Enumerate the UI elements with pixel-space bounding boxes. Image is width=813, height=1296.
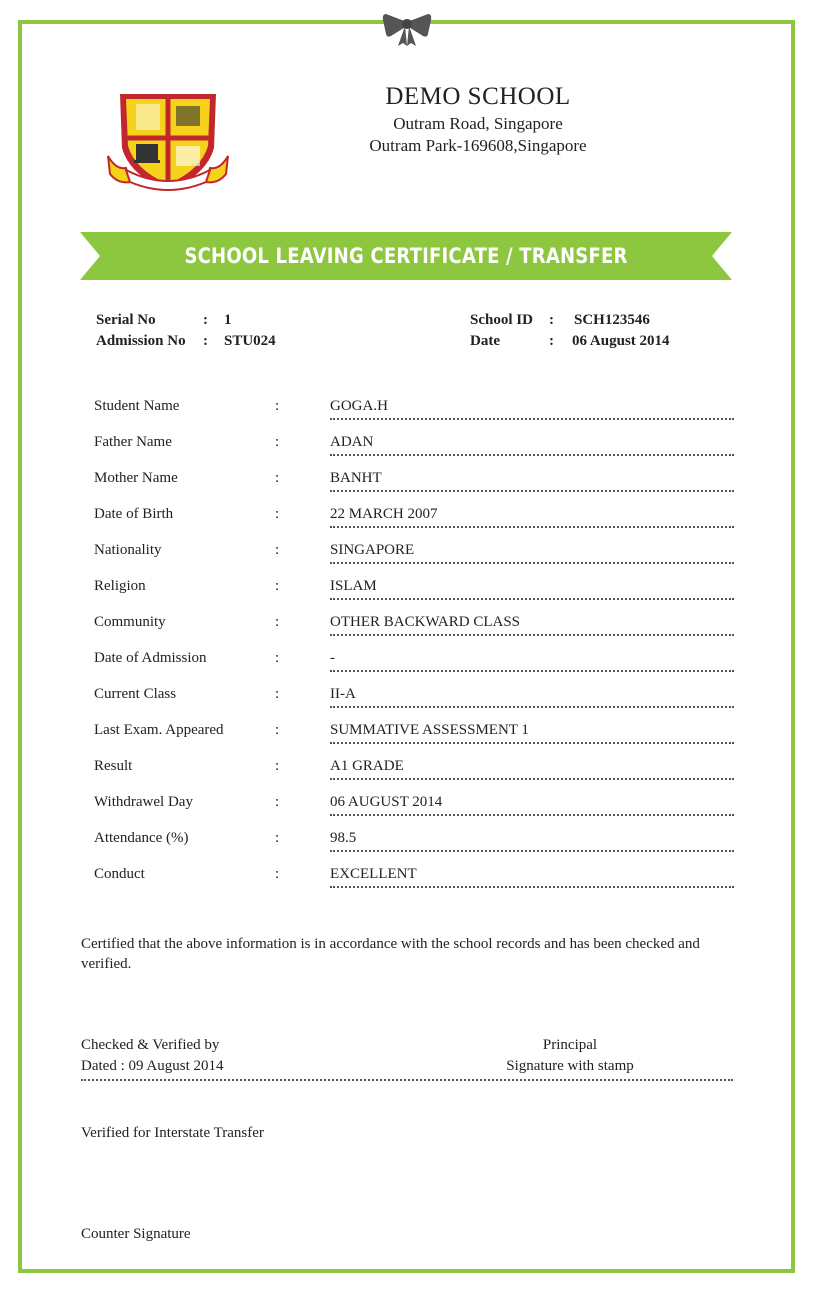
- field-colon: :: [275, 830, 280, 846]
- field-label: Current Class: [94, 686, 177, 702]
- serial-label: Serial No: [96, 312, 156, 328]
- field-value: -: [330, 650, 335, 666]
- school-name: DEMO SCHOOL: [385, 83, 571, 110]
- field-label: Community: [94, 614, 166, 630]
- field-label: Religion: [94, 578, 146, 594]
- dotted-line: [330, 634, 734, 636]
- field-row: [94, 718, 734, 754]
- checked-verified-label: Checked & Verified by: [81, 1037, 220, 1053]
- school-id-colon: :: [549, 312, 554, 328]
- field-label: Conduct: [94, 866, 145, 882]
- bow-icon: [380, 12, 434, 48]
- certification-statement: Certified that the above information is in accordance with the school records and has been checked and verified.: [81, 936, 700, 972]
- serial-colon: :: [203, 312, 208, 328]
- counter-signature-label: Counter Signature: [81, 1226, 191, 1242]
- field-label: Nationality: [94, 542, 162, 558]
- field-label: Mother Name: [94, 470, 178, 486]
- dotted-line: [330, 814, 734, 816]
- field-value: II-A: [330, 686, 356, 702]
- admission-colon: :: [203, 333, 208, 349]
- field-colon: :: [275, 434, 280, 450]
- field-label: Result: [94, 758, 133, 774]
- field-value: 06 AUGUST 2014: [330, 794, 443, 810]
- dotted-line: [330, 850, 734, 852]
- field-row: [94, 502, 734, 538]
- school-id-value: SCH123546: [574, 312, 650, 328]
- field-colon: :: [275, 722, 280, 738]
- field-value: SINGAPORE: [330, 542, 415, 558]
- field-colon: :: [275, 614, 280, 630]
- dated-text: Dated : 09 August 2014: [81, 1058, 224, 1074]
- dotted-line: [330, 742, 734, 744]
- title-banner: [80, 232, 732, 316]
- field-row: [94, 394, 734, 430]
- student-details: [94, 394, 734, 898]
- field-row: [94, 610, 734, 646]
- field-label: Date of Admission: [94, 650, 207, 666]
- field-row: [94, 466, 734, 502]
- field-value: GOGA.H: [330, 398, 388, 414]
- principal-label: Principal: [542, 1037, 598, 1053]
- field-row: [94, 826, 734, 862]
- field-row: [94, 682, 734, 718]
- dotted-line: [330, 670, 734, 672]
- field-row: [94, 646, 734, 682]
- field-label: Last Exam. Appeared: [94, 722, 224, 738]
- field-value: SUMMATIVE ASSESSMENT 1: [330, 722, 529, 738]
- field-row: [94, 430, 734, 466]
- field-value: ISLAM: [330, 578, 377, 594]
- field-colon: :: [275, 866, 280, 882]
- field-colon: :: [275, 398, 280, 414]
- field-value: EXCELLENT: [330, 866, 417, 882]
- dotted-line: [330, 490, 734, 492]
- dotted-line: [330, 454, 734, 456]
- dotted-line: [330, 886, 734, 888]
- date-label: Date: [470, 333, 500, 349]
- field-value: 98.5: [330, 830, 357, 846]
- field-row: [94, 574, 734, 610]
- field-value: ADAN: [330, 434, 374, 450]
- field-value: BANHT: [330, 470, 382, 486]
- field-label: Withdrawel Day: [94, 794, 193, 810]
- field-label: Attendance (%): [94, 830, 189, 846]
- field-colon: :: [275, 578, 280, 594]
- dotted-line: [330, 526, 734, 528]
- school-crest-icon: [106, 86, 230, 196]
- interstate-transfer-label: Verified for Interstate Transfer: [81, 1125, 264, 1141]
- field-label: Student Name: [94, 398, 180, 414]
- signature-dotted-line: [81, 1079, 733, 1081]
- field-label: Father Name: [94, 434, 172, 450]
- certificate-title: SCHOOL LEAVING CERTIFICATE / TRANSFER CERTIFICATE: [184, 244, 628, 316]
- date-colon: :: [549, 333, 554, 349]
- field-colon: :: [275, 542, 280, 558]
- dotted-line: [330, 418, 734, 420]
- field-colon: :: [275, 470, 280, 486]
- serial-value: 1: [224, 312, 232, 328]
- field-colon: :: [275, 686, 280, 702]
- field-value: 22 MARCH 2007: [330, 506, 438, 522]
- date-value: 06 August 2014: [572, 333, 670, 349]
- dotted-line: [330, 778, 734, 780]
- field-row: [94, 862, 734, 898]
- dotted-line: [330, 562, 734, 564]
- school-address-line1: Outram Road, Singapore: [393, 114, 563, 133]
- field-row: [94, 538, 734, 574]
- field-colon: :: [275, 794, 280, 810]
- admission-value: STU024: [224, 333, 276, 349]
- field-colon: :: [275, 758, 280, 774]
- admission-label: Admission No: [96, 333, 186, 349]
- dotted-line: [330, 598, 734, 600]
- signature-stamp-label: Signature with stamp: [506, 1058, 634, 1074]
- field-value: OTHER BACKWARD CLASS: [330, 614, 521, 630]
- field-colon: :: [275, 650, 280, 666]
- school-address-line2: Outram Park-169608,Singapore: [369, 136, 587, 155]
- field-colon: :: [275, 506, 280, 522]
- field-value: A1 GRADE: [330, 758, 404, 774]
- field-label: Date of Birth: [94, 506, 174, 522]
- field-row: [94, 790, 734, 826]
- field-row: [94, 754, 734, 790]
- dotted-line: [330, 706, 734, 708]
- school-id-label: School ID: [470, 312, 533, 328]
